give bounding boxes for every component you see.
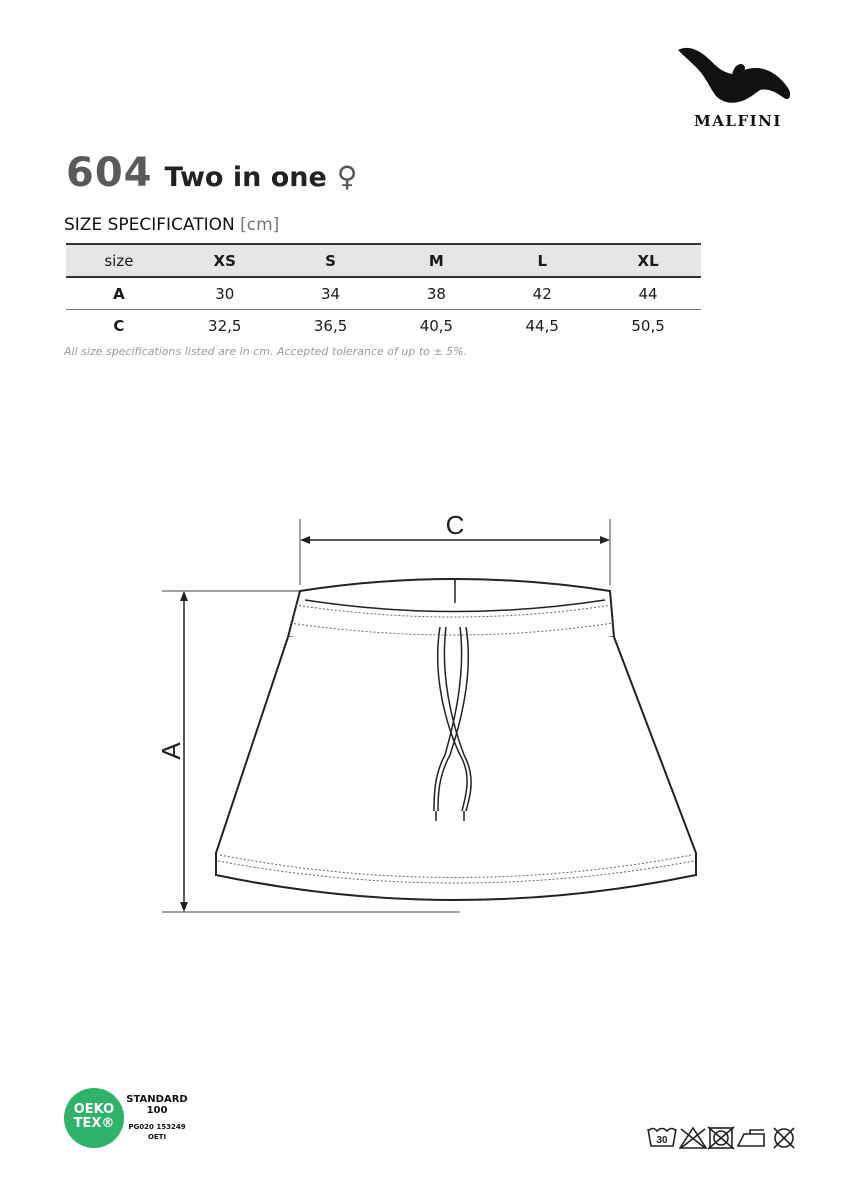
brand-name: MALFINI [694, 112, 782, 130]
column-header: M [428, 251, 444, 270]
product-name: Two in one [164, 162, 327, 193]
size-spec-unit: [cm] [240, 215, 280, 235]
table-cell: 36,5 [313, 316, 348, 335]
female-symbol-icon: ♀ [336, 160, 358, 193]
certificate-code: PG020 153249 [128, 1123, 186, 1131]
care-symbols [646, 1124, 800, 1152]
iron-icon [738, 1130, 764, 1146]
table-cell: 34 [321, 284, 341, 303]
table-cell: 42 [532, 284, 552, 303]
skirt-drawing [140, 505, 720, 925]
oeko-standard [124, 1094, 190, 1142]
institute: OETI [147, 1133, 167, 1141]
dimension-label-c: C [445, 510, 465, 540]
table-cell: 50,5 [631, 316, 665, 335]
product-title [66, 150, 357, 196]
no-tumble-dry-icon [708, 1127, 734, 1149]
size-table-header [66, 244, 701, 277]
row-label: C [113, 316, 125, 335]
row-label: A [113, 284, 125, 303]
size-spec-heading [64, 215, 279, 235]
column-header: XS [213, 251, 236, 270]
column-header: S [325, 251, 336, 270]
table-row [66, 310, 701, 342]
size-spec-title: SIZE SPECIFICATION [64, 215, 235, 235]
standard-label: STANDARD [126, 1094, 188, 1105]
oeko-line2: TEX® [73, 1116, 115, 1131]
brand-logo [672, 40, 802, 135]
eagle-icon [676, 42, 796, 108]
table-cell: 44,5 [525, 316, 559, 335]
wash-30-icon [648, 1129, 676, 1147]
oeko-line1: OEKO [73, 1102, 115, 1117]
column-header: L [537, 251, 547, 270]
table-cell: 44 [638, 284, 658, 303]
skirt-body [216, 637, 696, 900]
oeko-tex-badge [64, 1088, 124, 1148]
no-bleach-icon [680, 1128, 706, 1148]
column-header: size [104, 251, 134, 270]
table-cell: 32,5 [208, 316, 242, 335]
dimension-label-a: A [156, 742, 186, 760]
product-code: 604 [66, 150, 153, 196]
table-cell: 40,5 [419, 316, 454, 335]
tolerance-note: All size specifications listed are in cm. Accepted tolerance of up to ± 5%. [64, 345, 468, 358]
size-table [66, 243, 701, 341]
table-cell: 30 [215, 284, 235, 303]
wash-temperature: 30 [656, 1135, 668, 1146]
standard-number: 100 [146, 1105, 168, 1116]
table-cell: 38 [426, 284, 446, 303]
no-dry-clean-icon [774, 1128, 794, 1148]
table-row [66, 277, 701, 310]
column-header: XL [637, 251, 659, 270]
